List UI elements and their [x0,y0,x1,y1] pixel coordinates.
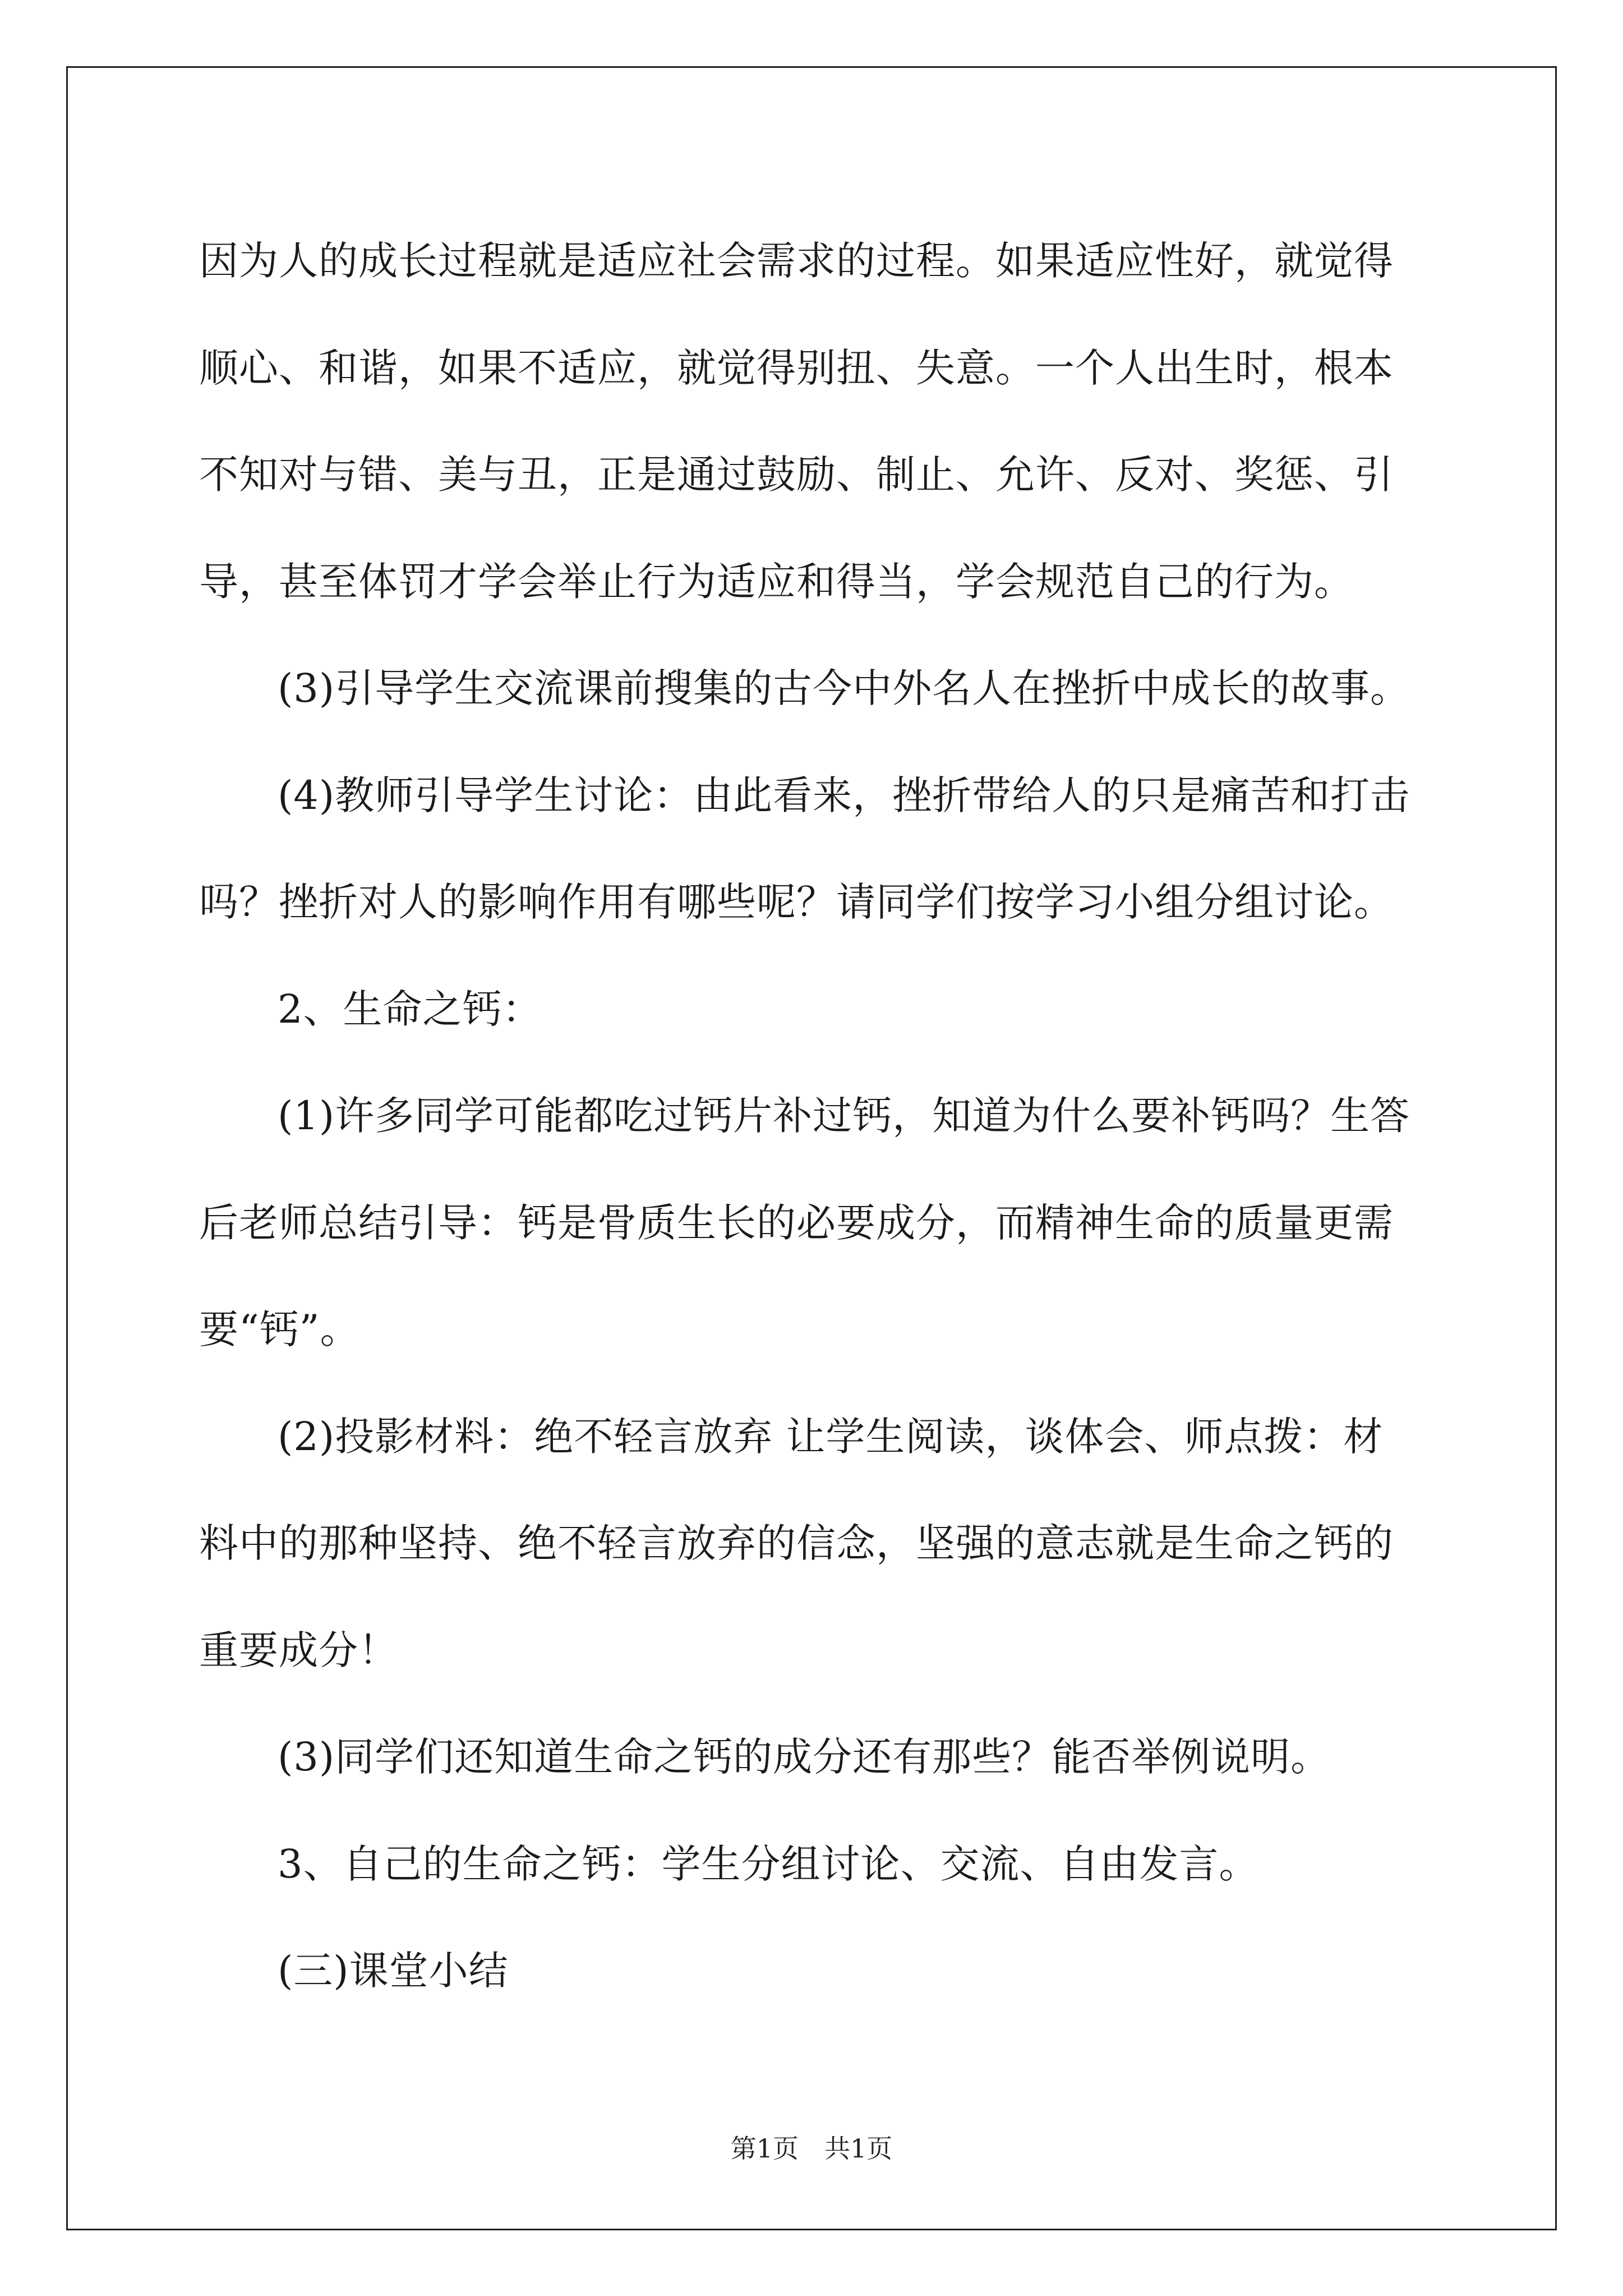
paragraph-line: (2)投影材料：绝不轻言放弃 让学生阅读，谈体会、师点拨：材 [278,1413,1384,1460]
paragraph-line: 3、自己的生命之钙：学生分组讨论、交流、自由发言。 [278,1841,1259,1887]
paragraph-line: 后老师总结引导：钙是骨质生长的必要成分，而精神生命的质量更需 [199,1199,1394,1246]
paragraph-line: 导，甚至体罚才学会举止行为适应和得当，学会规范自己的行为。 [199,558,1354,605]
document-body [199,208,1433,2024]
paragraph-line: 2、生命之钙： [278,986,542,1032]
paragraph-line: 不知对与错、美与丑，正是通过鼓励、制止、允许、反对、奖惩、引 [199,452,1394,498]
paragraph-line: (3)引导学生交流课前搜集的古今中外名人在挫折中成长的故事。 [278,665,1410,711]
page-footer: 第1页 共1页 [730,2133,893,2164]
paragraph-line: 因为人的成长过程就是适应社会需求的过程。如果适应性好，就觉得 [199,238,1394,284]
paragraph-line: 要“钙”。 [199,1306,360,1352]
paragraph-line: 重要成分！ [199,1627,398,1673]
paragraph-line: 顺心、和谐，如果不适应，就觉得别扭、失意。一个人出生时，根本 [199,344,1394,391]
paragraph-line: (1)许多同学可能都吃过钙片补过钙，知道为什么要补钙吗？生答 [278,1093,1410,1139]
paragraph-line: 吗？挫折对人的影响作用有哪些呢？请同学们按学习小组分组讨论。 [199,879,1394,925]
paragraph-line: 料中的那种坚持、绝不轻言放弃的信念，坚强的意志就是生命之钙的 [199,1520,1394,1566]
paragraph-line: (三)课堂小结 [278,1948,509,1994]
paragraph-line: (3)同学们还知道生命之钙的成分还有那些？能否举例说明。 [278,1734,1331,1780]
paragraph-line: (4)教师引导学生讨论：由此看来，挫折带给人的只是痛苦和打击 [278,772,1410,818]
